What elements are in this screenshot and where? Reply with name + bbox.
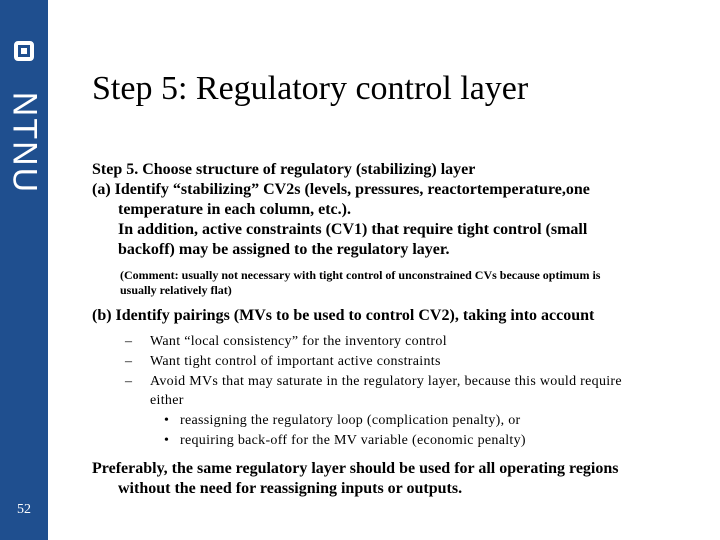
list-item: • reassigning the regulatory loop (complication penalty), or	[92, 411, 704, 431]
item-b-line: (b) Identify pairings (MVs to be used to control CV2), taking into account	[92, 307, 595, 324]
bullet-icon: •	[164, 433, 170, 448]
list-item: – Want tight control of important active constraints	[92, 352, 704, 372]
comment-line-2: usually relatively flat)	[120, 283, 232, 297]
ntnu-logo	[5, 38, 44, 195]
comment-line-1: (Comment: usually not necessary with tight control of unconstrained CVs because optimum is	[120, 268, 601, 282]
dash-icon: –	[125, 354, 133, 369]
slide-title: Step 5: Regulatory control layer	[92, 70, 529, 107]
list-item: • requiring back-off for the MV variable (economic penalty)	[92, 431, 704, 451]
list-item-continuation: either	[150, 393, 184, 408]
page-number: 52	[17, 502, 31, 517]
item-a-line-1: (a) Identify “stabilizing” CV2s (levels, pressures, reactortemperature,one	[92, 181, 590, 198]
ntnu-logo-text: NTNU	[5, 91, 44, 195]
item-a-line-2: temperature in each column, etc.).	[118, 201, 351, 218]
ntnu-logo-mark-icon	[14, 41, 34, 61]
list-item: – Want “local consistency” for the inventory control	[92, 332, 704, 352]
item-a-line-3: In addition, active constraints (CV1) that require tight control (small	[118, 221, 588, 238]
dash-icon: –	[125, 334, 133, 349]
final-line-1: Preferably, the same regulatory layer should be used for all operating regions	[92, 460, 619, 477]
list-item: – Avoid MVs that may saturate in the regulatory layer, because this would require	[92, 372, 704, 392]
dash-icon: –	[125, 374, 133, 389]
item-a-line-4: backoff) may be assigned to the regulatory layer.	[118, 241, 450, 258]
final-line-2: without the need for reassigning inputs or outputs.	[118, 480, 463, 497]
bullet-icon: •	[164, 413, 170, 428]
slide-content	[92, 160, 704, 499]
step-heading: Step 5. Choose structure of regulatory (stabilizing) layer	[92, 161, 476, 178]
dash-list	[92, 332, 704, 451]
sidebar	[0, 0, 48, 540]
